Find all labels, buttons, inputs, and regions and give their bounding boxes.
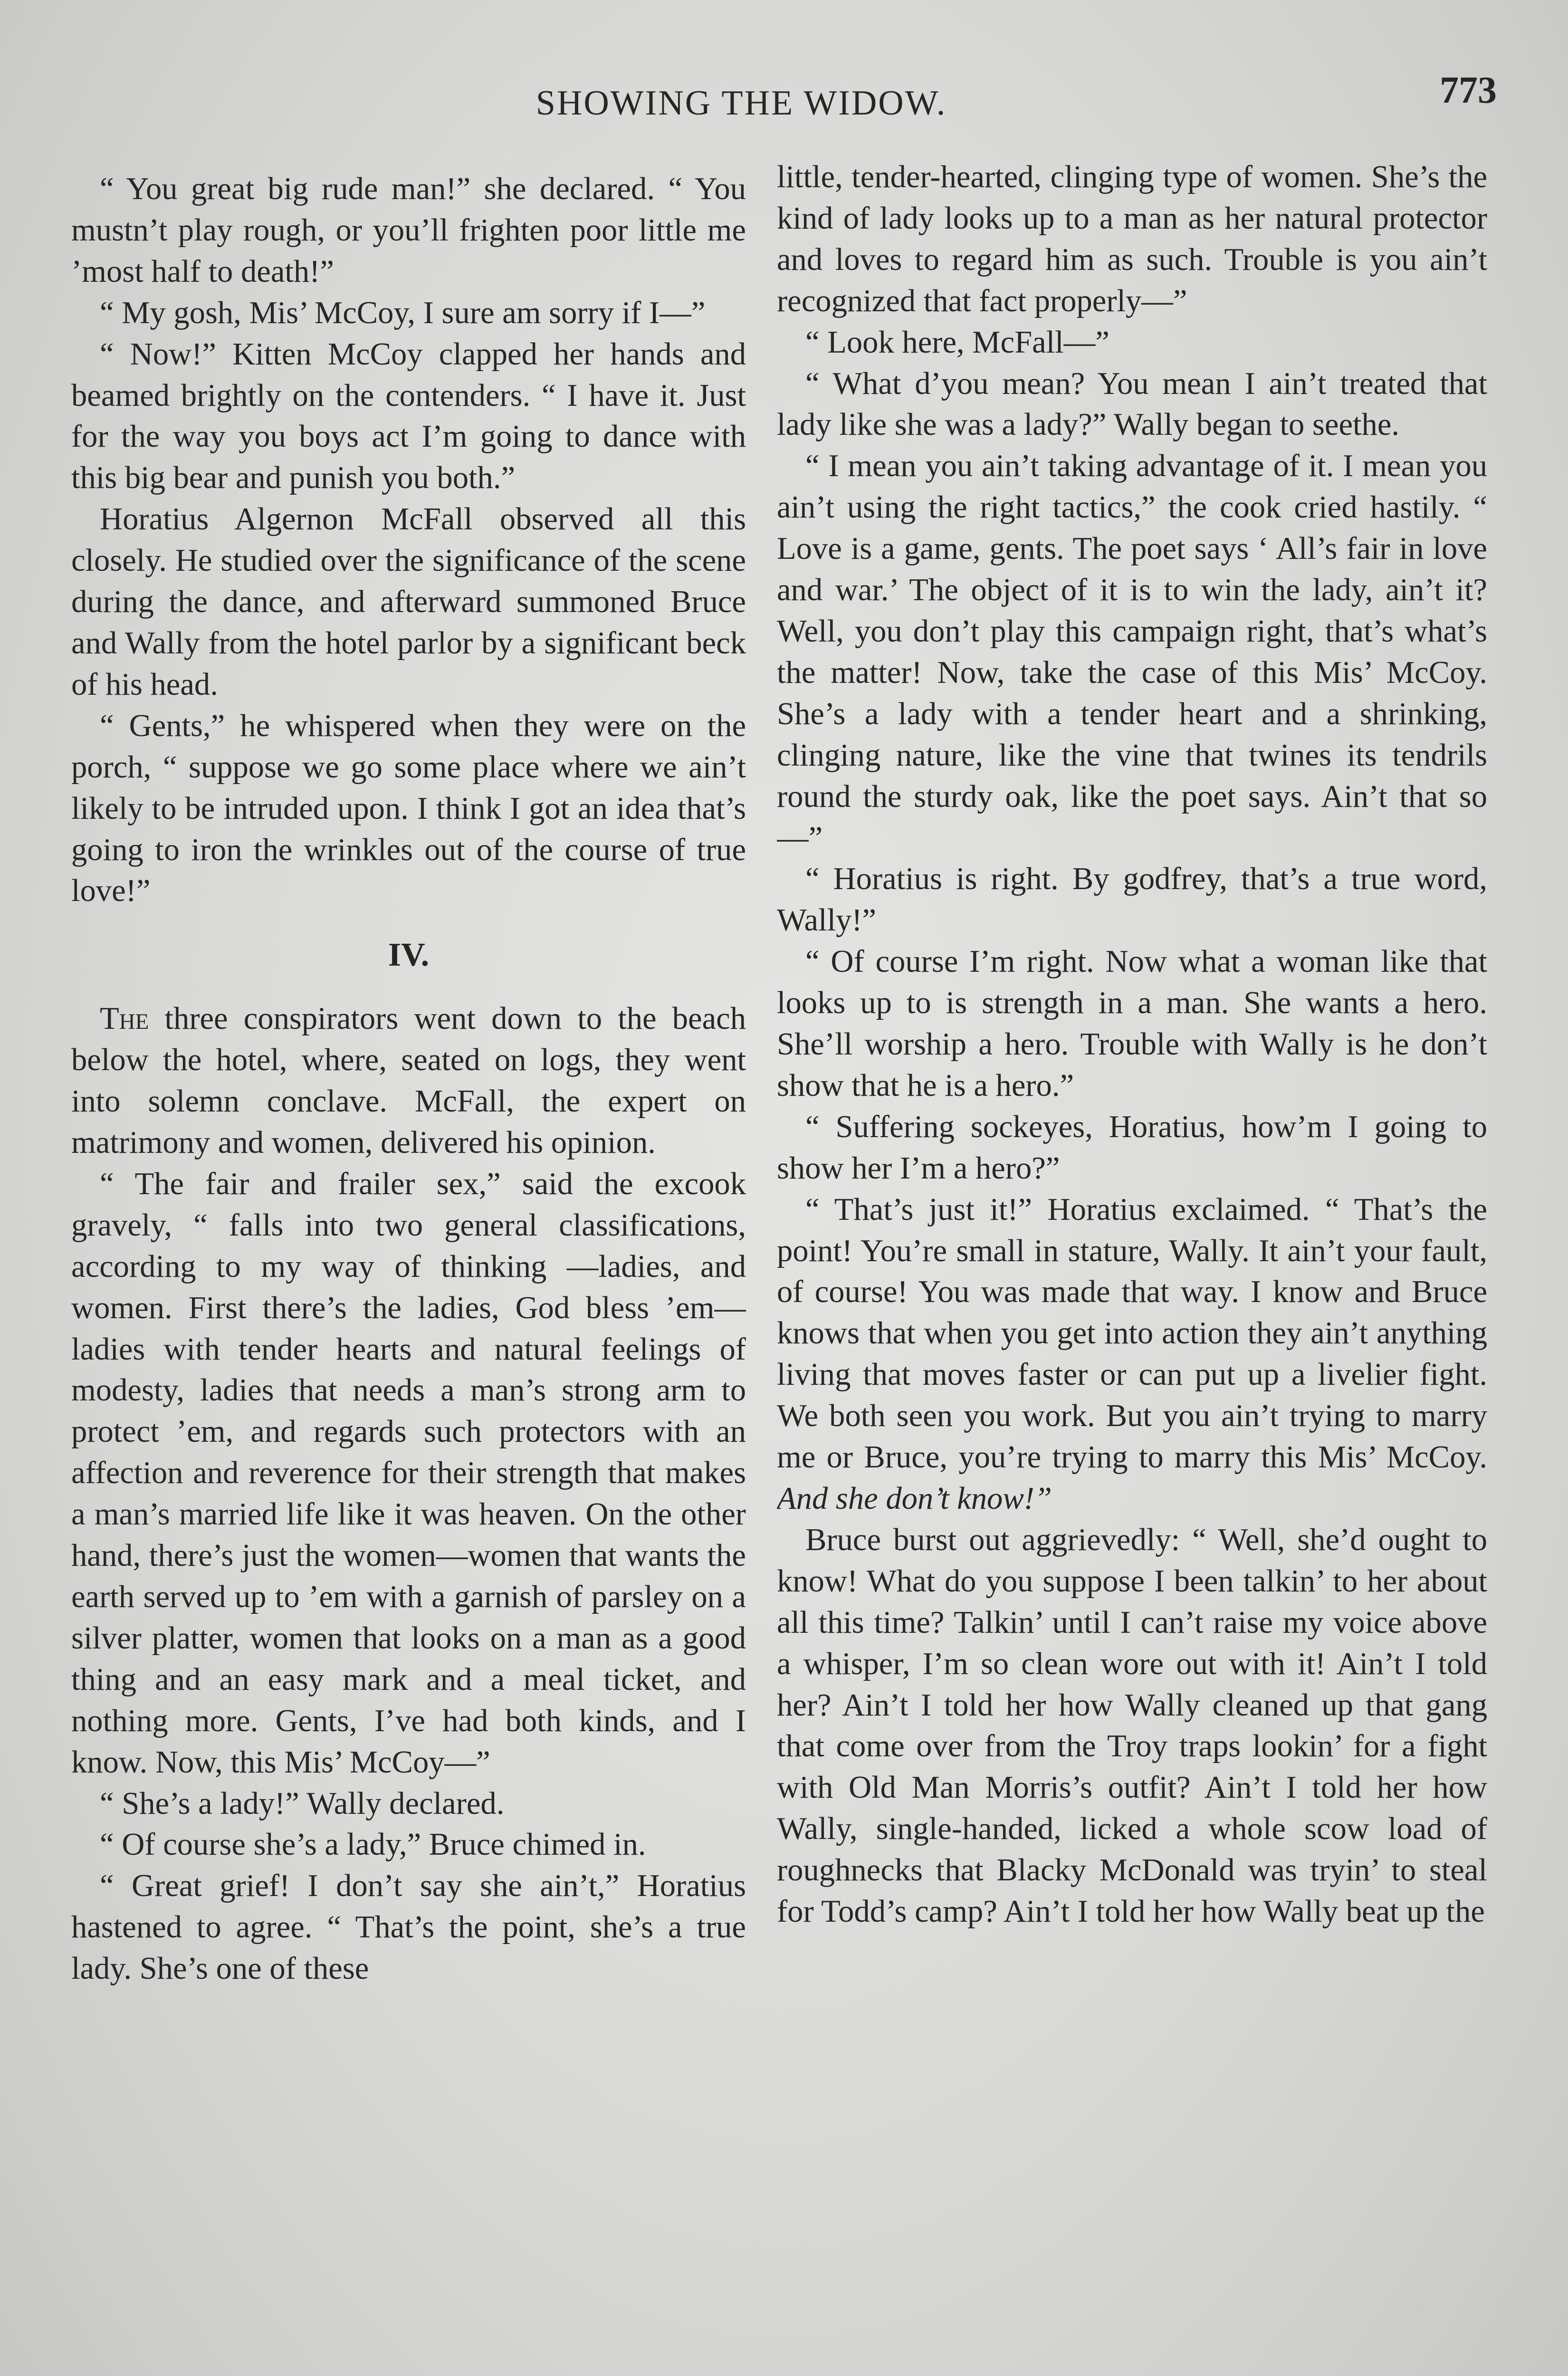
- running-head: SHOWING THE WIDOW.: [535, 84, 947, 123]
- paragraph: “ Gents,” he whispered when they were on the porch, “ suppose we go some place where we ain’t likely to be intruded upon. I think I got an idea that’s going to iron the wrinkles out of the course of true love!”: [71, 708, 746, 909]
- paragraph: “ Of course I’m right. Now what a woman like that looks up to is strength in a man. She wants a hero. She’ll worship a hero. Trouble with Wally is he don’t show that he is a hero.”: [777, 944, 1487, 1103]
- page-number: 773: [1440, 69, 1497, 111]
- paragraph-text: “ That’s just it!” Horatius exclaimed. “ That’s the point! You’re small in stature, Wally. It ain’t your fault, of course! You was made that way. I know and Bruce knows that when you get into action they ain’t anything living that moves faster or can put up a livelier fight. We both seen you work. But you ain’t trying to marry me or Bruce, you’re trying to marry this Mis’ McCoy.: [777, 1192, 1487, 1475]
- paragraph: “ I mean you ain’t taking advantage of it. I mean you ain’t using the right tactics,” the cook cried hastily. “ Love is a game, gents. The poet says ‘ All’s fair in love and war.’ The object of it is to win the lady, ain’t it? Well, you don’t play this campaign right, that’s what’s the matter! Now, take the case of this Mis’ McCoy. She’s a lady with a tender heart and a shrinking, clinging nature, like the vine that twines its tendrils round the sturdy oak, like the poet says. Ain’t that so—”: [777, 449, 1487, 855]
- paragraph: Bruce burst out aggrievedly: “ Well, she’d ought to know! What do you suppose I been talkin’ to her about all this time? Talkin’ until I can’t raise my voice above a whisper, I’m so clean wore out with it! Ain’t I told her? Ain’t I told her how Wally cleaned up that gang that come over from the Troy traps lookin’ for a fight with Old Man Morris’s outfit? Ain’t I told her how Wally, single-handed, licked a whole scow load of roughnecks that Blacky McDonald was tryin’ to steal for Todd’s camp? Ain’t I told her how Wally beat up the: [777, 1522, 1487, 1929]
- paragraph: “ Of course she’s a lady,” Bruce chimed in.: [100, 1827, 646, 1862]
- paragraph: “ Now!” Kitten McCoy clapped her hands and beamed brightly on the contenders. “ I have it. Just for the way you boys act I’m going to dance with this big bear and punish you both.”: [71, 336, 746, 496]
- paragraph: Horatius Algernon McFall observed all this closely. He studied over the significance of the scene during the dance, and afterward summoned Bruce and Wally from the hotel parlor by a significant beck of his head.: [71, 502, 746, 702]
- paragraph: “ What d’you mean? You mean I ain’t treated that lady like she was a lady?” Wally began to seethe.: [777, 366, 1487, 442]
- paragraph: “ You great big rude man!” she declared. “ You mustn’t play rough, or you’ll frighten poor little me ’most half to death!”: [71, 172, 746, 289]
- section-opening-word: The: [100, 1001, 149, 1036]
- paragraph: “ Suffering sockeyes, Horatius, how’m I going to show her I’m a hero?”: [777, 1109, 1487, 1186]
- italic-emphasis: And she don’t know!”: [777, 1481, 1052, 1516]
- section-first-paragraph-text: three conspirators went down to the beach below the hotel, where, seated on logs, they went into solemn conclave. McFall, the expert on matrimony and women, delivered his opinion.: [71, 1001, 746, 1160]
- paragraph: “ Look here, McFall—”: [805, 325, 1109, 360]
- paragraph-continued: little, tender-hearted, clinging type of women. She’s the kind of lady looks up to a man as her natural protector and loves to regard him as such. Trouble is you ain’t recognized that fact properly—”: [777, 160, 1487, 318]
- left-column: [71, 169, 746, 2376]
- paragraph: “ Great grief! I don’t say she ain’t,” Horatius hastened to agree. “ That’s the point, she’s a true lady. She’s one of these: [71, 1868, 746, 1986]
- paragraph: [777, 1189, 1487, 1520]
- section-first-paragraph: [71, 998, 746, 1164]
- paragraph: “ She’s a lady!” Wally declared.: [100, 1786, 505, 1821]
- paragraph: “ The fair and frailer sex,” said the excook gravely, “ falls into two general classifications, according to my way of thinking —ladies, and women. First there’s the ladies, God bless ’em—ladies with tender hearts and natural feelings of modesty, ladies that needs a man’s strong arm to protect ’em, and regards such protectors with an affection and reverence for their strength that makes a man’s married life like it was heaven. On the other hand, there’s just the women—women that wants the earth served up to ’em with a garnish of parsley on a silver platter, women that looks on a man as a good thing and an easy mark and a meal ticket, and nothing more. Gents, I’ve had both kinds, and I know. Now, this Mis’ McCoy—”: [71, 1166, 746, 1780]
- right-column: [777, 157, 1487, 2371]
- paragraph: “ Horatius is right. By godfrey, that’s a true word, Wally!”: [777, 862, 1487, 938]
- paragraph: “ My gosh, Mis’ McCoy, I sure am sorry if I—”: [100, 295, 706, 330]
- section-heading: IV.: [388, 937, 430, 974]
